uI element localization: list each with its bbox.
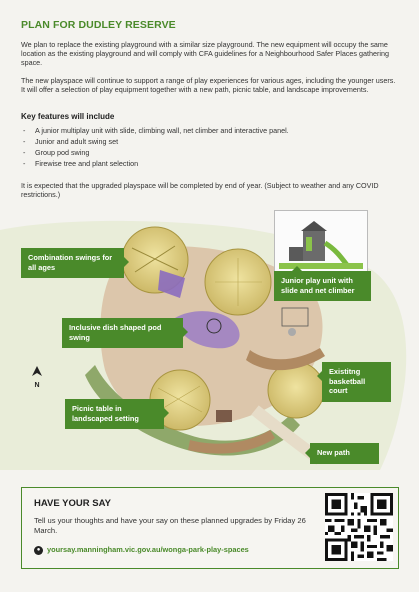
label-picnic-table: Picnic table in landscaped setting [65,399,164,429]
key-features-list [21,125,361,169]
completion-note: It is expected that the upgraded playspace will be completed by end of year. (Subject to weather and any COVID restrictions.) [21,181,379,199]
label-junior-play-unit: Junior play unit with slide and net climber [274,271,371,301]
intro-paragraph-2: The new playspace will continue to support a range of play experiences for various ages, including the younger users. It will offer a selection of play equipment together with a new path, picnic table, and landscape improvements. [21,76,396,94]
have-your-say-text: Tell us your thoughts and have your say on these planned upgrades by Friday 26 March. [34,516,306,535]
list-item: - Junior and adult swing set [21,136,361,147]
list-item: - Group pod swing [21,147,361,158]
junior-play-post [288,328,296,336]
page-title: PLAN FOR DUDLEY RESERVE [21,19,176,31]
location-pin-icon: ● [34,546,43,555]
north-arrow-icon [32,366,42,376]
qr-code-icon[interactable] [325,493,393,561]
picnic-table [216,410,232,422]
yoursay-link[interactable] [34,545,249,555]
have-your-say-title: HAVE YOUR SAY [34,498,111,509]
label-dish-pod-swing: Inclusive dish shaped pod swing [62,318,183,348]
list-item: - Firewise tree and plant selection [21,158,361,169]
yoursay-link-text[interactable]: yoursay.manningham.vic.gov.au/wonga-park-play-spaces [47,545,249,554]
label-basketball-court: Existitng basketball court [322,362,391,402]
intro-paragraph-1: We plan to replace the existing playground with a similar size playground. The new equipment will occupy the same location as the existing playground and will comply with CFA guidelines for a Neighbourhood Safer Places gathering space. [21,40,389,67]
label-combination-swings: Combination swings for all ages [21,248,124,278]
list-item: - A junior multiplay unit with slide, climbing wall, net climber and interactive panel. [21,125,361,136]
north-label: N [34,382,40,389]
label-new-path: New path [310,443,379,464]
key-features-heading: Key features will include [21,112,115,121]
north-indicator [30,363,44,389]
junior-play-unit-photo [274,210,368,278]
have-your-say-box [21,487,399,569]
